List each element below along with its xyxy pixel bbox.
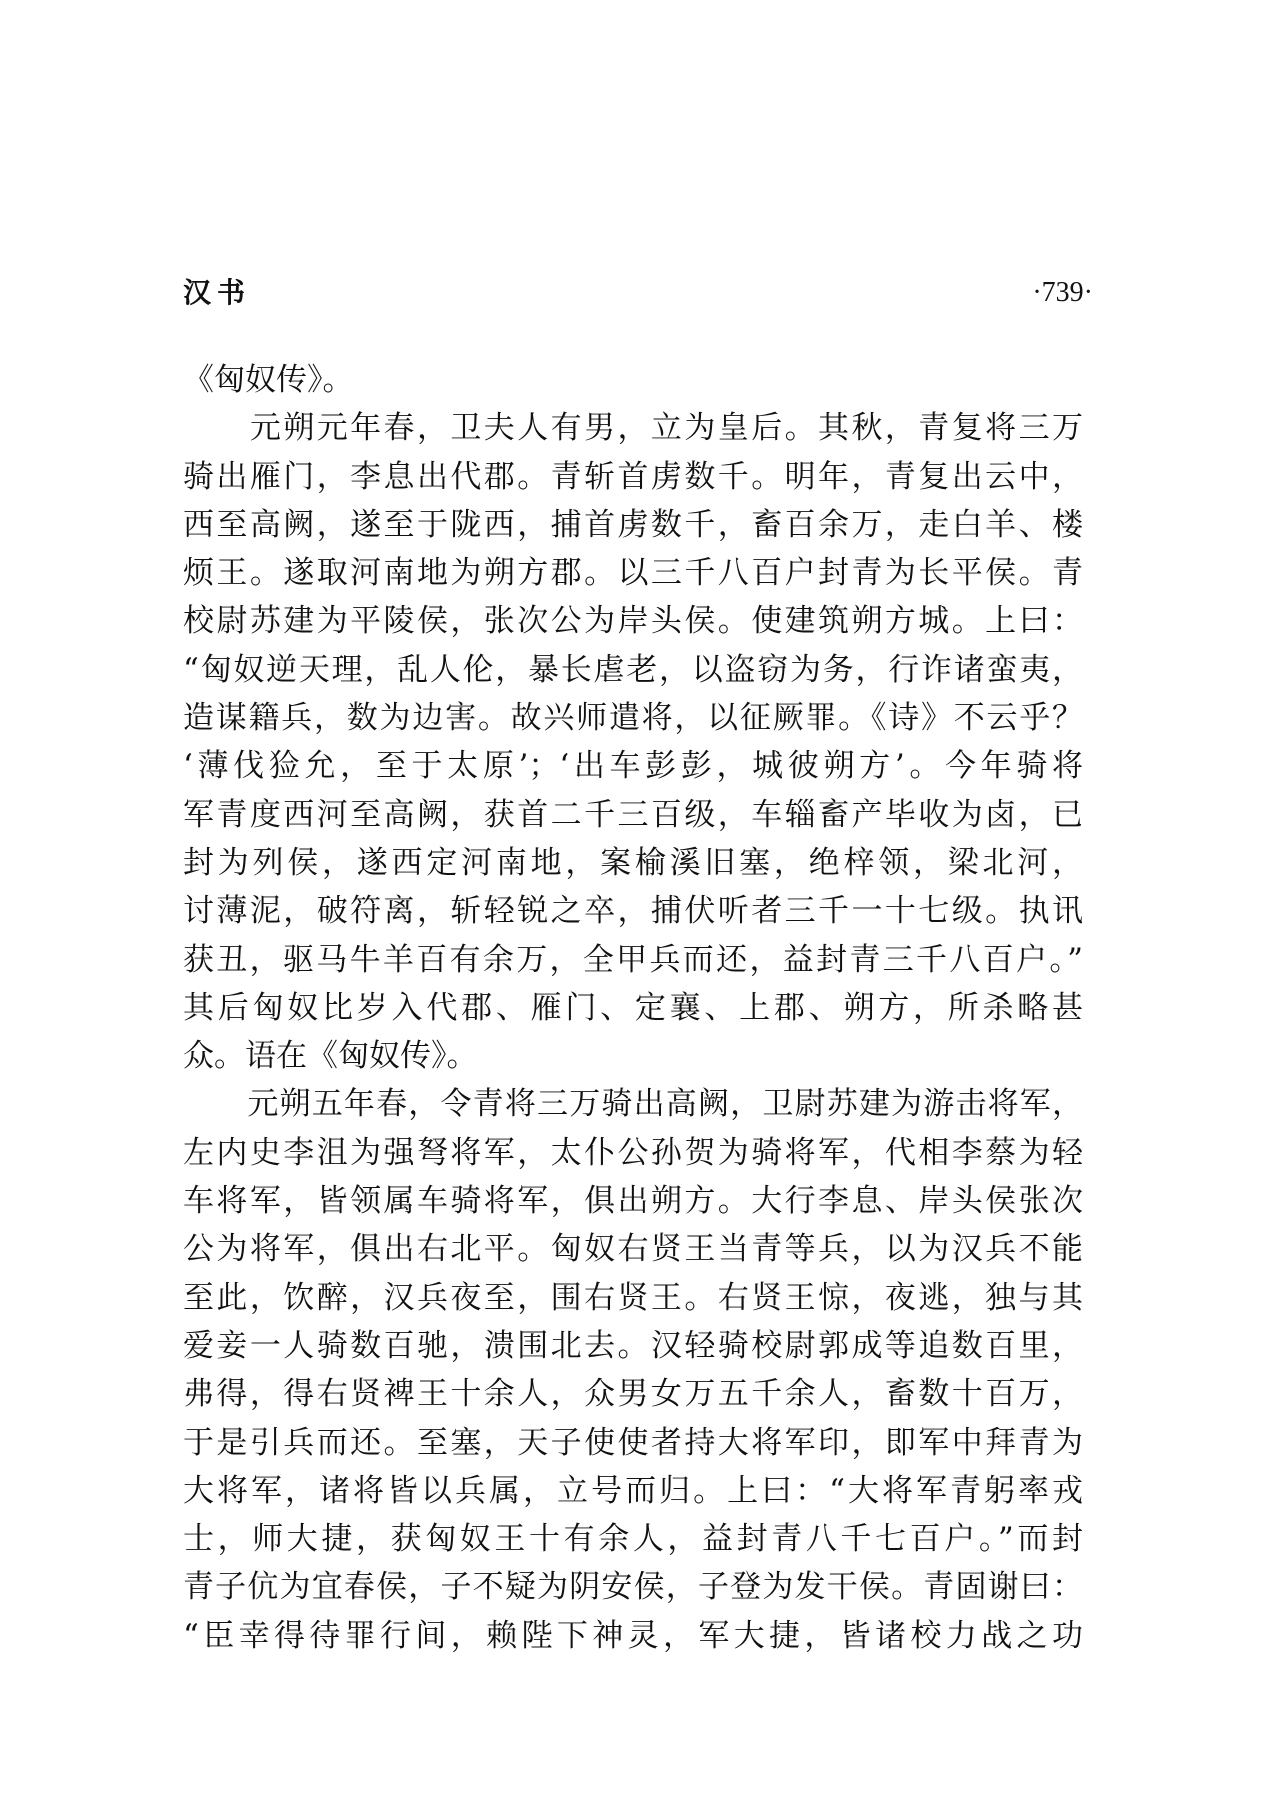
text-line: 车将军，皆领属车骑将军，俱出朔方。大行李息、岸头侯张次 — [183, 1183, 1083, 1220]
text-line: 元朔五年春，令青将三万骑出高阙，卫尉苏建为游击将军， — [183, 1086, 1083, 1123]
text-line: 其后匈奴比岁入代郡、雁门、定襄、上郡、朔方，所杀略甚 — [183, 989, 1083, 1026]
text-line: ‘薄伐猃允，至于太原’；‘出车彭彭，城彼朔方’。今年骑将 — [183, 748, 1083, 785]
text-line: 讨薄泥，破符离，斩轻锐之卒，捕伏听者三千一十七级。执讯 — [183, 893, 1083, 930]
text-line: 爱妾一人骑数百驰，溃围北去。汉轻骑校尉郭成等追数百里， — [183, 1327, 1083, 1364]
book-title: 汉书 — [183, 276, 252, 309]
text-line: “匈奴逆天理，乱人伦，暴长虐老，以盗窃为务，行诈诸蛮夷， — [183, 651, 1083, 688]
page-header — [183, 270, 1093, 316]
body-text — [183, 356, 1083, 1660]
text-line: 校尉苏建为平陵侯，张次公为岸头侯。使建筑朔方城。上曰： — [183, 603, 1083, 640]
text-line: 左内史李沮为强弩将军，太仆公孙贺为骑将军，代相李蔡为轻 — [183, 1134, 1083, 1171]
text-line: 弗得，得右贤裨王十余人，众男女万五千余人，畜数十百万， — [183, 1376, 1083, 1413]
text-line: 青子伉为宜春侯，子不疑为阴安侯，子登为发干侯。青固谢曰： — [183, 1569, 1083, 1606]
text-line: 大将军，诸将皆以兵属，立号而归。上曰：“大将军青躬率戎 — [183, 1472, 1083, 1509]
text-line: 元朔元年春，卫夫人有男，立为皇后。其秋，青复将三万 — [183, 410, 1083, 447]
text-line: 众。语在《匈奴传》。 — [183, 1038, 478, 1075]
text-line: 西至高阙，遂至于陇西，捕首虏数千，畜百余万，走白羊、楼 — [183, 506, 1083, 543]
text-line: 烦王。遂取河南地为朔方郡。以三千八百户封青为长平侯。青 — [183, 555, 1083, 592]
text-line: 骑出雁门，李息出代郡。青斩首虏数千。明年，青复出云中， — [183, 458, 1083, 495]
text-line: 公为将军，俱出右北平。匈奴右贤王当青等兵，以为汉兵不能 — [183, 1231, 1083, 1268]
text-line: 于是引兵而还。至塞，天子使使者持大将军印，即军中拜青为 — [183, 1424, 1083, 1461]
text-line: 士，师大捷，获匈奴王十有余人，益封青八千七百户。”而封 — [183, 1521, 1083, 1558]
page-number: ·739· — [1032, 277, 1093, 308]
text-line: 军青度西河至高阙，获首二千三百级，车辎畜产毕收为卤，已 — [183, 796, 1083, 833]
text-line: 《匈奴传》。 — [183, 362, 354, 398]
text-line: “臣幸得待罪行间，赖陛下神灵，军大捷，皆诸校力战之功 — [183, 1617, 1083, 1654]
text-line: 获丑，驱马牛羊百有余万，全甲兵而还，益封青三千八百户。” — [183, 941, 1083, 978]
text-line: 造谋籍兵，数为边害。故兴师遣将，以征厥罪。《诗》不云乎？ — [183, 700, 1083, 737]
text-line: 封为列侯，遂西定河南地，案榆溪旧塞，绝梓领，梁北河， — [183, 844, 1083, 881]
text-line: 至此，饮醉，汉兵夜至，围右贤王。右贤王惊，夜逃，独与其 — [183, 1279, 1083, 1316]
